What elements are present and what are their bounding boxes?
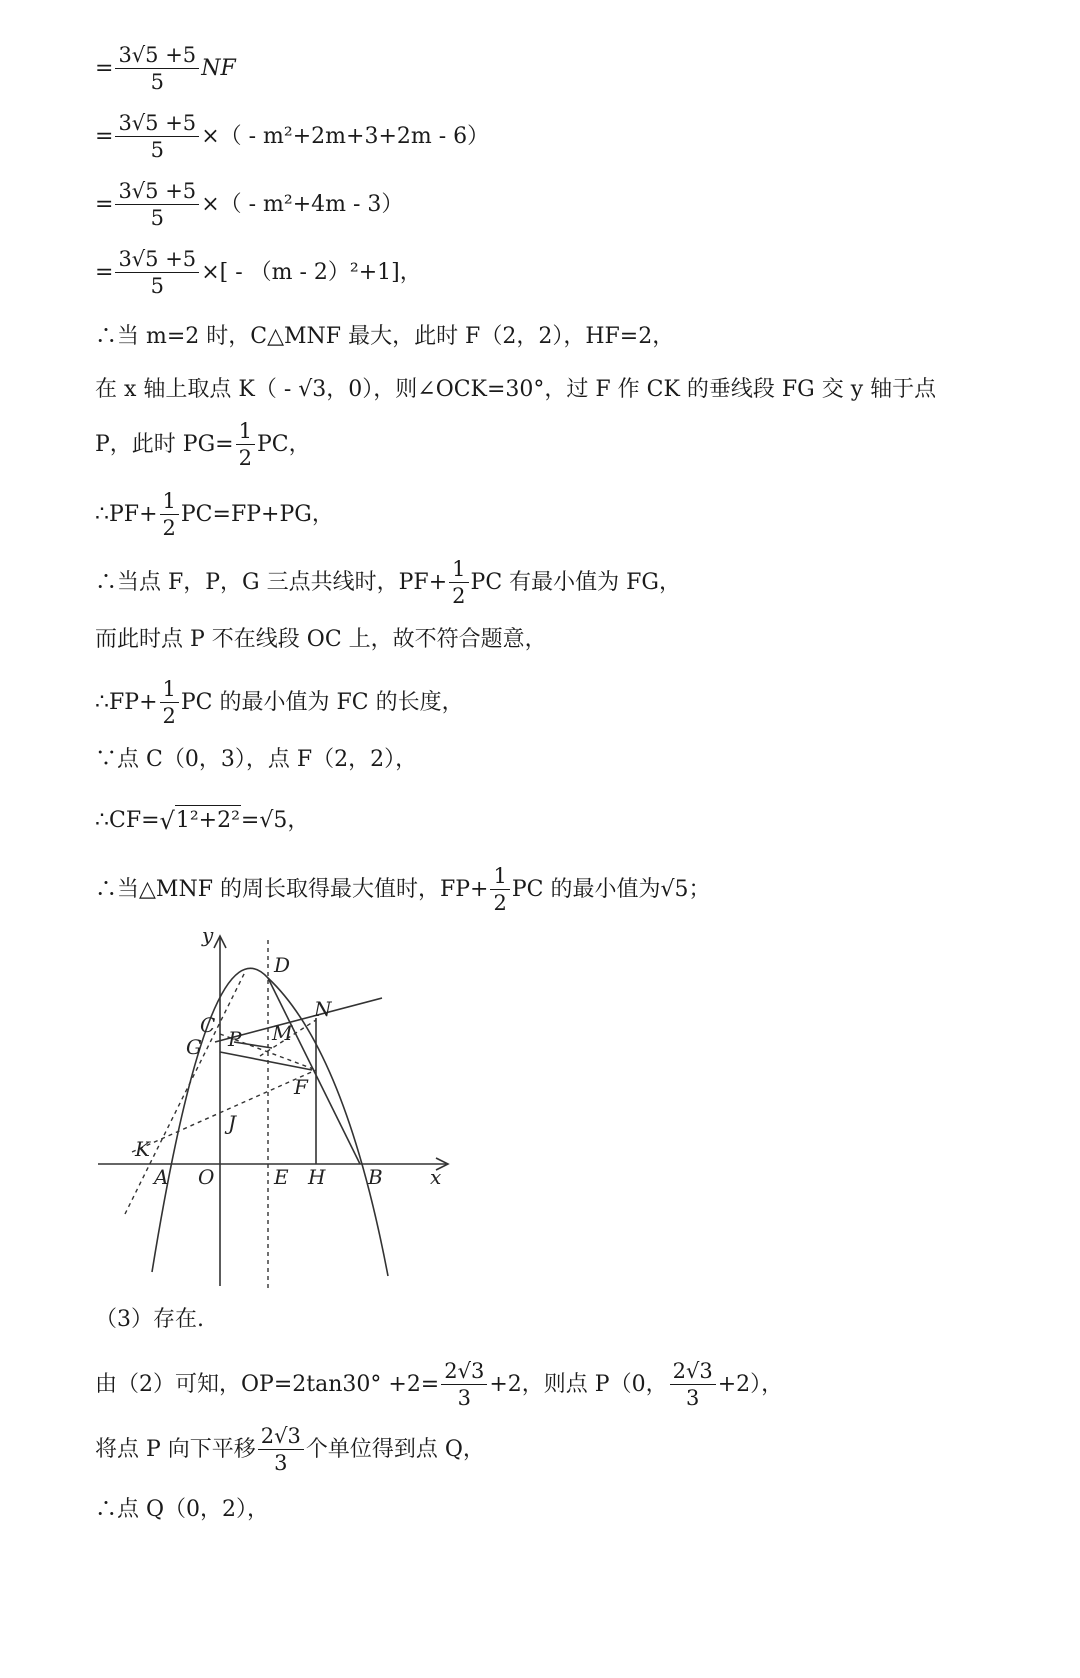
text-line-16: 由（2）可知，OP=2tan30° +2= $\frac{2√3}{3}$ +2，则点 P（0， $\frac{2√3}{3}$ +2）， [95,1359,784,1410]
fraction-2r3-3: $\frac{2√3}{3}$ [258,1423,304,1476]
fraction-half: $\frac{1}{2}$ [490,863,509,916]
fraction-half: $\frac{1}{2}$ [236,418,255,471]
label-J: J [228,1111,237,1135]
label-M: M [272,1021,293,1045]
label-H: H [308,1165,326,1189]
line-KC-dashed [125,972,245,1214]
label-K: K [135,1137,150,1161]
equation-line-1: = $\frac{3√5 +5}{5}$ NF [95,43,236,94]
fraction: $\frac{3√5 +5}{5}$ [115,178,199,231]
label-O: O [198,1165,215,1189]
fraction: $\frac{3√5 +5}{5}$ [115,110,199,163]
text-line-7: P，此时 PG= $\frac{1}{2}$ PC， [95,419,311,470]
text-line-8: ∴PF+ $\frac{1}{2}$ PC=FP+PG， [95,489,334,540]
equation-line-3: = $\frac{3√5 +5}{5}$ ×（ - m²+4m - 3） [95,179,404,230]
text-line-11: ∴FP+ $\frac{1}{2}$ PC 的最小值为 FC 的长度， [95,677,464,728]
label-A: A [154,1165,169,1189]
geometry-figure [90,930,470,1300]
line-KF-dashed [132,1070,316,1152]
text-line-14: ∴当△MNF 的周长取得最大值时，FP+ $\frac{1}{2}$ PC 的最小值为√5； [95,864,711,915]
fraction: $\frac{3√5 +5}{5}$ [115,246,199,299]
text-line-12: ∵点 C（0，3），点 F（2，2）， [95,747,418,772]
label-F: F [294,1075,308,1099]
text-line-13: ∴CF= √ 1²+2² =√5， [95,806,310,835]
text-line-5: ∴当 m=2 时，C△MNF 最大，此时 F（2，2），HF=2， [95,324,675,349]
text-line-10: 而此时点 P 不在线段 OC 上，故不符合题意， [95,627,547,652]
label-y: y [202,930,214,947]
fraction-half: $\frac{1}{2}$ [160,676,179,729]
part3-heading: （3）存在. [95,1307,204,1332]
fraction-half: $\frac{1}{2}$ [160,488,179,541]
label-C: C [200,1013,216,1037]
label-D: D [274,953,291,977]
fraction-2r3-3: $\frac{2√3}{3}$ [670,1358,716,1411]
parabola-curve [152,968,388,1276]
text-line-18: ∴点 Q（0，2）， [95,1497,270,1522]
label-N: N [314,997,332,1021]
segment-GF [220,1052,312,1070]
text-line-6: 在 x 轴上取点 K（ - √3，0），则∠OCK=30°，过 F 作 CK 的垂线段 FG 交 y 轴于点 [95,377,937,402]
fraction: $\frac{3√5 +5}{5}$ [115,42,199,95]
equation-line-2: = $\frac{3√5 +5}{5}$ ×（ - m²+2m+3+2m - 6） [95,111,490,162]
label-E: E [274,1165,289,1189]
label-B: B [368,1165,383,1189]
equation-line-4: = $\frac{3√5 +5}{5}$ ×[ - （m - 2）²+1]， [95,247,422,298]
label-P: P [228,1027,242,1051]
label-x: x [430,1165,442,1189]
fraction-half: $\frac{1}{2}$ [449,556,468,609]
fraction-2r3-3: $\frac{2√3}{3}$ [441,1358,487,1411]
label-G: G [186,1035,202,1059]
text-line-9: ∴当点 F，P，G 三点共线时，PF+ $\frac{1}{2}$ PC 有最小值为 FG， [95,557,681,608]
text-line-17: 将点 P 向下平移 $\frac{2√3}{3}$ 个单位得到点 Q， [95,1424,485,1475]
